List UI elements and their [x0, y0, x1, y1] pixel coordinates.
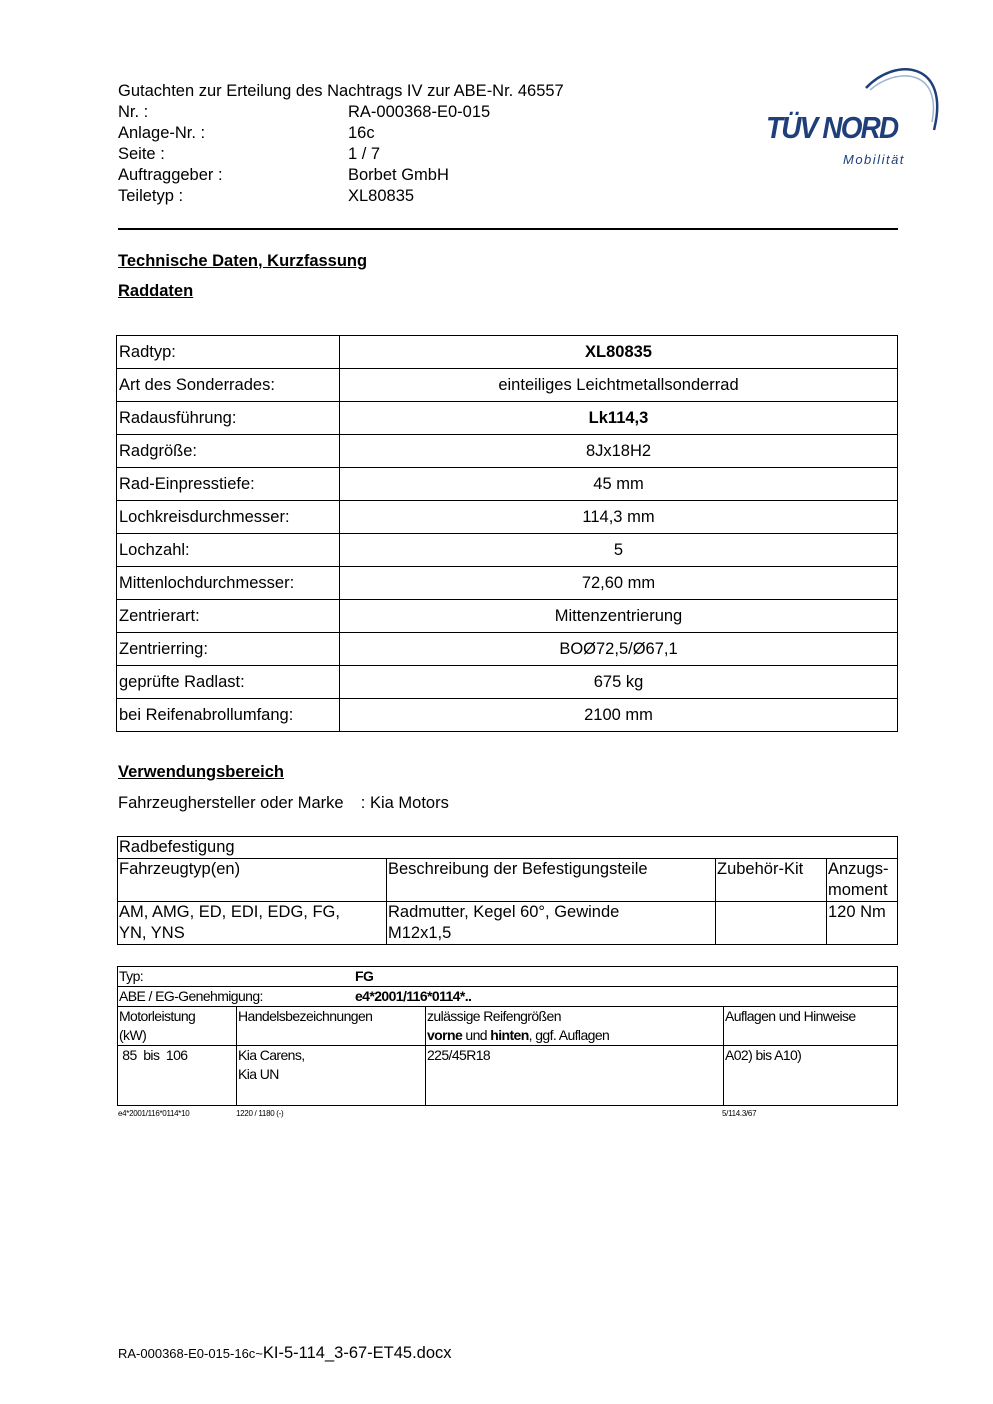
- header-row-nr: [118, 102, 564, 123]
- table-header-row: [118, 859, 898, 902]
- notes: A02) bis A10): [724, 1046, 898, 1106]
- row-value: Mittenzentrierung: [340, 600, 898, 633]
- row-value: BOØ72,5/Ø67,1: [340, 633, 898, 666]
- logo-brand: TÜV NORD: [766, 110, 898, 145]
- manufacturer-separator: :: [360, 794, 366, 812]
- manufacturer-label: Fahrzeughersteller oder Marke: [118, 794, 344, 812]
- row-label: Radtyp:: [117, 336, 340, 369]
- column-header: Fahrzeugtyp(en): [118, 859, 387, 902]
- table-row: [117, 468, 898, 501]
- accessory-kit: [716, 902, 827, 945]
- column-header-tires: [426, 1007, 724, 1046]
- power-range: 85 bis 106: [118, 1046, 237, 1106]
- tuv-nord-logo: [766, 60, 941, 170]
- abe-row: [118, 987, 898, 1007]
- row-label: geprüfte Radlast:: [117, 666, 340, 699]
- column-header: Anzugs- moment: [827, 859, 898, 902]
- tires-header-sub: [427, 1026, 722, 1045]
- header-value: XL80835: [348, 187, 415, 205]
- tire-size: 225/45R18: [426, 1046, 724, 1106]
- table-row: [117, 600, 898, 633]
- wheel-data-table: [116, 335, 898, 732]
- row-value: XL80835: [340, 336, 898, 369]
- torque: 120 Nm: [827, 902, 898, 945]
- type-value: FG: [355, 968, 374, 984]
- header-row-seite: [118, 144, 564, 165]
- table-row: [117, 336, 898, 369]
- header-value: 16c: [348, 124, 375, 142]
- front-label: vorne: [427, 1027, 463, 1043]
- row-value: Lk114,3: [340, 402, 898, 435]
- header-label: Seite :: [118, 145, 165, 163]
- vehicle-types: AM, AMG, ED, EDI, EDG, FG, YN, YNS: [118, 902, 387, 945]
- header-row-teiletyp: [118, 186, 564, 207]
- table-row: [117, 501, 898, 534]
- row-value: 8Jx18H2: [340, 435, 898, 468]
- row-value: 5: [340, 534, 898, 567]
- table-row: [117, 402, 898, 435]
- column-header: Motorleistung (kW): [118, 1007, 237, 1046]
- column-header: Beschreibung der Befestigungsteile: [387, 859, 716, 902]
- load-footnote: 1220 / 1180 (-): [236, 1109, 284, 1118]
- fastening-description: Radmutter, Kegel 60°, Gewinde M12x1,5: [387, 902, 716, 945]
- row-label: Zentrierring:: [117, 633, 340, 666]
- table-row: [117, 666, 898, 699]
- trade-names: Kia Carens, Kia UN: [237, 1046, 426, 1106]
- row-value: 45 mm: [340, 468, 898, 501]
- type-row: [118, 967, 898, 987]
- row-value: 675 kg: [340, 666, 898, 699]
- row-label: bei Reifenabrollumfang:: [117, 699, 340, 732]
- table-header-row: [118, 1007, 898, 1046]
- header-row-anlage: [118, 123, 564, 144]
- mounting-title: Radbefestigung: [118, 837, 898, 859]
- report-title: Gutachten zur Erteilung des Nachtrags IV zur ABE-Nr. 46557: [118, 82, 564, 100]
- table-row: [117, 633, 898, 666]
- table-row: [118, 837, 898, 859]
- table-row: [118, 1046, 898, 1106]
- document-header: [118, 81, 564, 207]
- bolt-pattern-footnote: 5/114.3/67: [722, 1109, 757, 1118]
- table-row: [117, 567, 898, 600]
- tires-rest: , ggf. Auflagen: [528, 1027, 610, 1043]
- type-label: Typ:: [119, 968, 144, 984]
- header-value: Borbet GmbH: [348, 166, 449, 184]
- manufacturer-line: [118, 794, 449, 813]
- column-header: Zubehör-Kit: [716, 859, 827, 902]
- row-label: Radausführung:: [117, 402, 340, 435]
- section-heading-technical: Technische Daten, Kurzfassung: [118, 252, 368, 270]
- row-value: 114,3 mm: [340, 501, 898, 534]
- logo-subtitle: Mobilität: [843, 152, 905, 167]
- mounting-table: [117, 836, 898, 945]
- row-value: einteiliges Leichtmetallsonderrad: [340, 369, 898, 402]
- header-value: RA-000368-E0-015: [348, 103, 491, 121]
- table-row: [117, 699, 898, 732]
- table-row: [118, 987, 898, 1007]
- footer-file-suffix: KI-5-114_3-67-ET45.docx: [262, 1344, 452, 1362]
- abe-value: e4*2001/116*0114*..: [355, 988, 472, 1004]
- row-label: Art des Sonderrades:: [117, 369, 340, 402]
- approval-footnote: e4*2001/116*0114*10: [118, 1109, 190, 1118]
- header-label: Nr. :: [118, 103, 149, 121]
- table-row: [118, 967, 898, 987]
- table-row: [117, 534, 898, 567]
- section-heading-wheel: Raddaten: [118, 282, 194, 300]
- header-value: 1 / 7: [348, 145, 381, 163]
- header-label: Auftraggeber :: [118, 166, 223, 184]
- section-heading-usage: Verwendungsbereich: [118, 763, 284, 781]
- file-name-footer: [118, 1344, 452, 1363]
- manufacturer-value: Kia Motors: [369, 794, 449, 812]
- rear-label: hinten: [490, 1027, 529, 1043]
- footer-file-prefix: RA-000368-E0-015-16c~: [118, 1346, 263, 1361]
- header-row-auftraggeber: [118, 165, 564, 186]
- table-row: [117, 369, 898, 402]
- row-label: Lochzahl:: [117, 534, 340, 567]
- table-row: [118, 902, 898, 945]
- column-header: Handelsbezeichnungen: [237, 1007, 426, 1046]
- tires-header-line: zulässige Reifengrößen: [427, 1008, 561, 1024]
- header-label: Teiletyp :: [118, 187, 184, 205]
- row-value: 2100 mm: [340, 699, 898, 732]
- type-approval-table: [117, 966, 898, 1106]
- row-label: Radgröße:: [117, 435, 340, 468]
- column-header: Auflagen und Hinweise: [724, 1007, 898, 1046]
- header-divider: [118, 228, 898, 230]
- row-value: 72,60 mm: [340, 567, 898, 600]
- and-label: und: [462, 1027, 491, 1043]
- abe-label: ABE / EG-Genehmigung:: [119, 988, 263, 1004]
- row-label: Lochkreisdurchmesser:: [117, 501, 340, 534]
- header-label: Anlage-Nr. :: [118, 124, 206, 142]
- table-row: [117, 435, 898, 468]
- row-label: Zentrierart:: [117, 600, 340, 633]
- row-label: Rad-Einpresstiefe:: [117, 468, 340, 501]
- row-label: Mittenlochdurchmesser:: [117, 567, 340, 600]
